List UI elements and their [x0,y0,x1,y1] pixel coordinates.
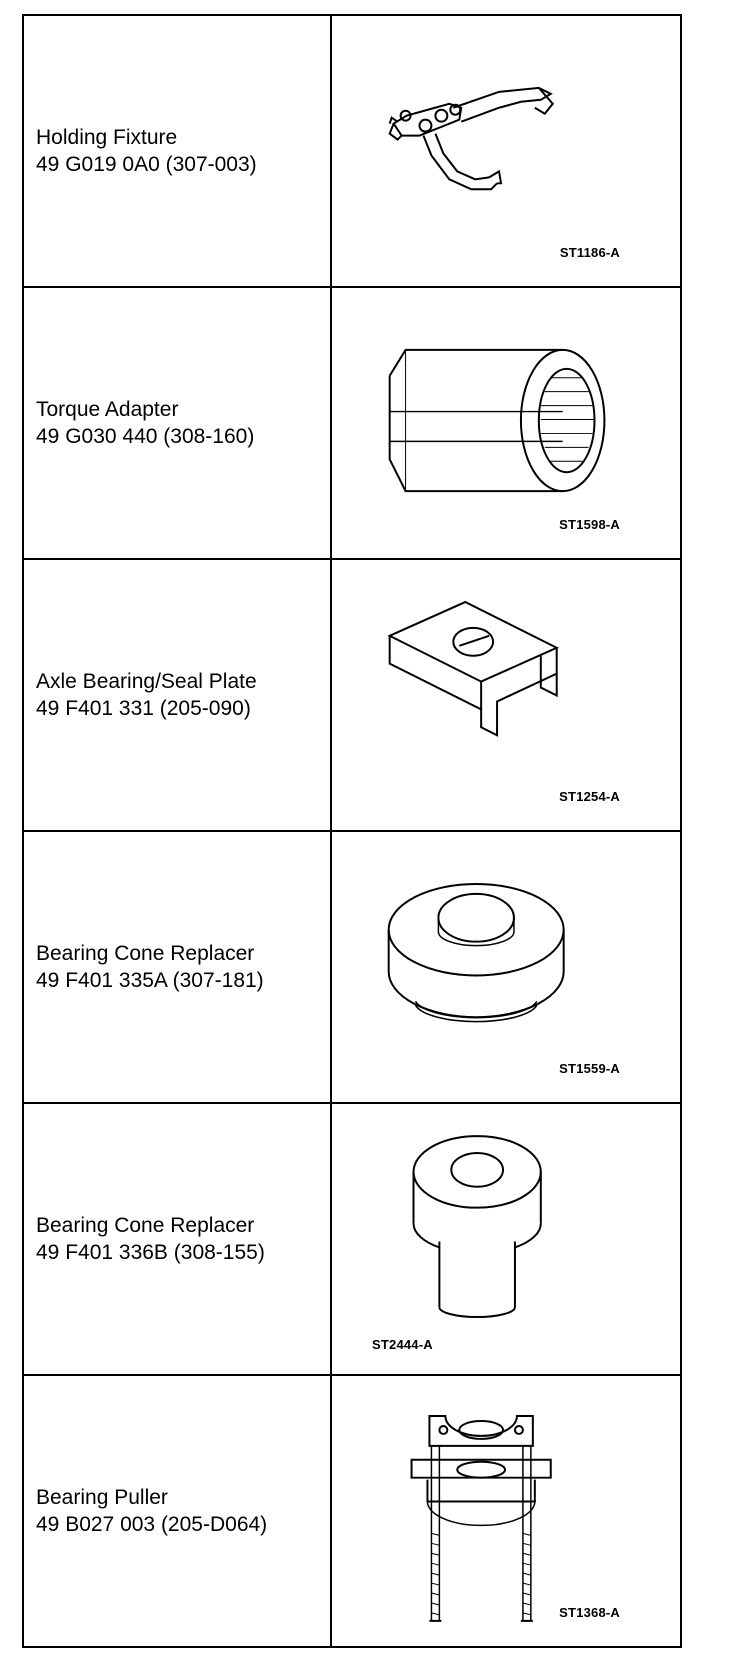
cone-replacer-icon [332,832,680,1102]
tool-figure-cell [332,832,680,1102]
seal-plate-icon [332,560,680,830]
table-row [24,1104,680,1376]
tool-part-number: 49 B027 003 (205-D064) [36,1513,268,1536]
torque-adapter-icon [332,288,680,558]
figure-code: ST1186-A [559,245,620,260]
table-row [24,560,680,832]
tool-name-cell [24,16,332,286]
tool-name: Holding Fixture [36,126,178,149]
tool-part-number: 49 G030 440 (308-160) [36,425,255,448]
tool-name: Bearing Cone Replacer [36,1214,255,1237]
tool-figure-cell [332,288,680,558]
figure-code: ST1368-A [559,1605,620,1620]
tool-name: Torque Adapter [36,398,179,421]
table-row [24,832,680,1104]
table-row [24,16,680,288]
tool-figure-cell [332,1376,680,1646]
holding-fixture-icon [332,16,680,286]
tool-name: Bearing Puller [36,1486,168,1509]
tool-part-number: 49 F401 331 (205-090) [36,697,251,720]
tool-name-cell [24,1376,332,1646]
bearing-puller-icon [332,1376,680,1646]
figure-code: ST1598-A [559,517,620,532]
tool-name-cell [24,832,332,1102]
tool-name-cell [24,1104,332,1374]
tool-name-cell [24,560,332,830]
tool-name: Bearing Cone Replacer [36,942,255,965]
figure-code: ST2444-A [372,1337,433,1352]
special-tools-table [22,14,682,1648]
tool-part-number: 49 F401 335A (307-181) [36,969,264,992]
tool-part-number: 49 G019 0A0 (307-003) [36,153,257,176]
tool-figure-cell [332,1104,680,1374]
tool-figure-cell [332,560,680,830]
tool-name-cell [24,288,332,558]
table-row [24,288,680,560]
figure-code: ST1559-A [559,1061,620,1076]
tool-figure-cell [332,16,680,286]
figure-code: ST1254-A [559,789,620,804]
cone-replacer-stepped-icon [332,1104,680,1374]
table-row [24,1376,680,1646]
tool-name: Axle Bearing/Seal Plate [36,670,257,693]
tool-part-number: 49 F401 336B (308-155) [36,1241,265,1264]
